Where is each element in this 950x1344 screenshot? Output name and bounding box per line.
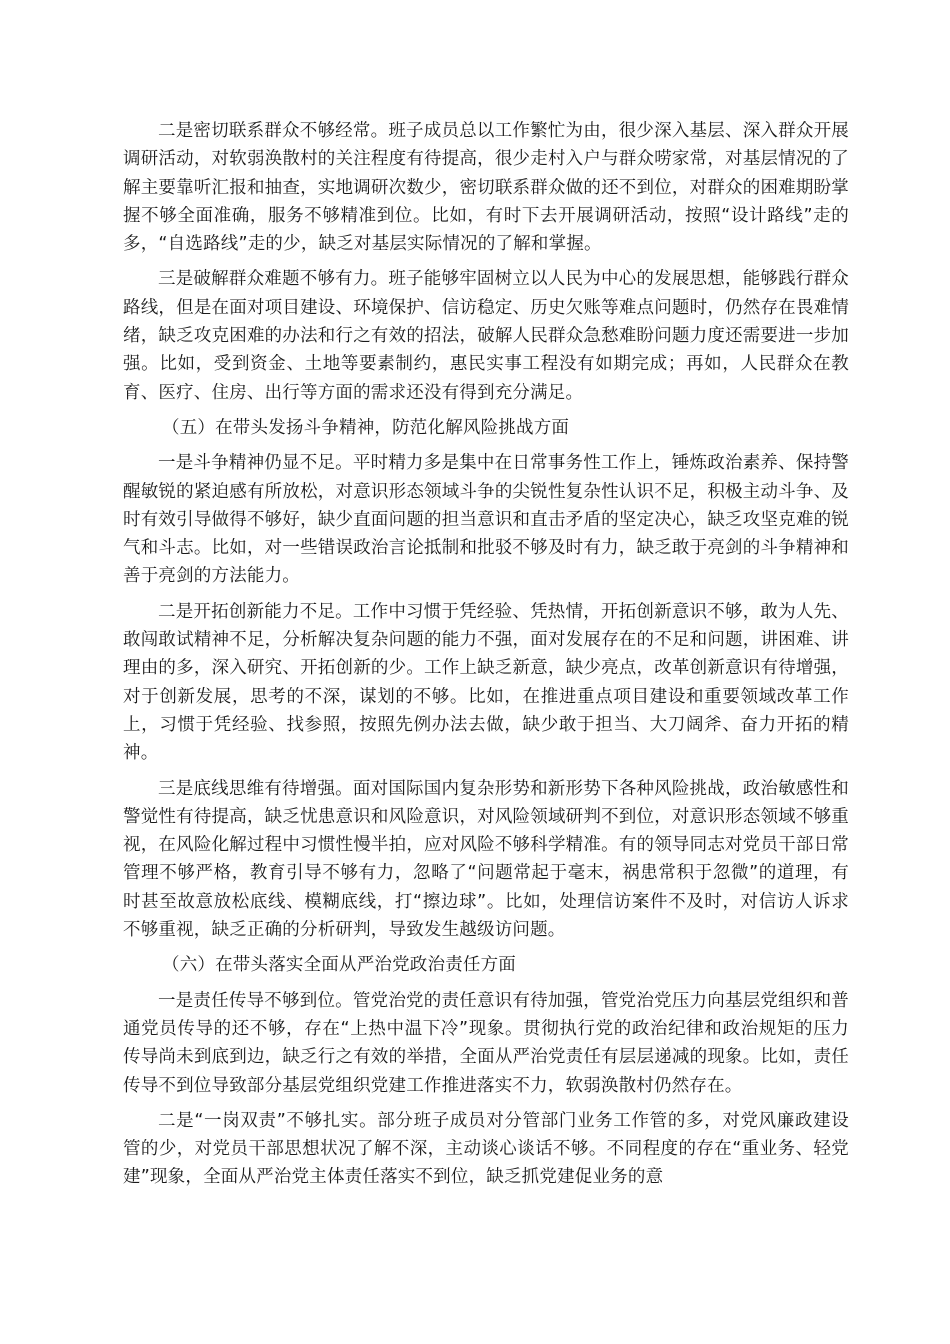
- paragraph-contact-masses: 二是密切联系群众不够经常。班子成员总以工作繁忙为由，很少深入基层、深入群众开展调研活动，对软弱涣散村的关注程度有待提高，很少走村入户与群众唠家常，对基层情况的了解主要靠听汇报和抽查，实地调研次数少，密切联系群众做的还不到位，对群众的困难期盼掌握不够全面准确，服务不够精准到位。比如，有时下去开展调研活动，按照“设计路线”走的多，“自选路线”走的少，缺乏对基层实际情况的了解和掌握。: [123, 121, 849, 255]
- paragraph-responsibility: 一是责任传导不够到位。管党治党的责任意识有待加强，管党治党压力向基层党组织和普通党员传导的还不够，存在“上热中温下冷”现象。贯彻执行党的政治纪律和政治规矩的压力传导尚未到底到边，缺乏行之有效的举措，全面从严治党责任有层层递减的现象。比如，责任传导不到位导致部分基层党组织党建工作推进落实不力，软弱涣散村仍然存在。: [123, 990, 849, 1096]
- section-heading-six: （六）在带头落实全面从严治党政治责任方面: [162, 955, 516, 976]
- paragraph-innovation: 二是开拓创新能力不足。工作中习惯于凭经验、凭热情，开拓创新意识不够，敢为人先、敢闯敢试精神不足，分析解决复杂问题的能力不强，面对发展存在的不足和问题，讲困难、讲理由的多，深入研究、开拓创新的少。工作上缺乏新意，缺少亮点，改革创新意识有待增强，对于创新发展，思考的不深，谋划的不够。比如，在推进重点项目建设和重要领域改革工作上，习惯于凭经验、找参照，按照先例办法去做，缺少敢于担当、大刀阔斧、奋力开拓的精神。: [123, 601, 849, 764]
- paragraph-dual-duty: 二是“一岗双责”不够扎实。部分班子成员对分管部门业务工作管的多，对党风廉政建设管的少，对党员干部思想状况了解不深，主动谈心谈话不够。不同程度的存在“重业务、轻党建”现象，全面从严治党主体责任落实不到位，缺乏抓党建促业务的意: [123, 1110, 849, 1188]
- paragraph-solve-problems: 三是破解群众难题不够有力。班子能够牢固树立以人民为中心的发展思想，能够践行群众路线，但是在面对项目建设、环境保护、信访稳定、历史欠账等难点问题时，仍然存在畏难情绪，缺乏攻克困难的办法和行之有效的招法，破解人民群众急愁难盼问题力度还需要进一步加强。比如，受到资金、土地等要素制约，惠民实事工程没有如期完成；再如，人民群众在教育、医疗、住房、出行等方面的需求还没有得到充分满足。: [123, 269, 849, 403]
- paragraph-struggle-spirit: 一是斗争精神仍显不足。平时精力多是集中在日常事务性工作上，锤炼政治素养、保持警醒敏锐的紧迫感有所放松，对意识形态领域斗争的尖锐性复杂性认识不足，积极主动斗争、及时有效引导做得不够好，缺少直面问题的担当意识和直击矛盾的坚定决心，缺乏攻坚克难的锐气和斗志。比如，对一些错误政治言论抵制和批驳不够及时有力，缺乏敢于亮剑的斗争精神和善于亮剑的方法能力。: [123, 453, 849, 587]
- paragraph-bottom-line: 三是底线思维有待增强。面对国际国内复杂形势和新形势下各种风险挑战，政治敏感性和警觉性有待提高，缺乏忧患意识和风险意识，对风险领域研判不到位，对意识形态领域不够重视，在风险化解过程中习惯性慢半拍，应对风险不够科学精准。有的领导同志对党员干部日常管理不够严格，教育引导不够有力，忽略了“问题常起于毫末，祸患常积于忽微”的道理，有时甚至故意放松底线、模糊底线，打“擦边球”。比如，处理信访案件不及时，对信访人诉求不够重视，缺乏正确的分析研判，导致发生越级访问题。: [123, 778, 849, 941]
- document-body: [123, 117, 849, 1199]
- section-heading-five: （五）在带头发扬斗争精神，防范化解风险挑战方面: [162, 417, 570, 438]
